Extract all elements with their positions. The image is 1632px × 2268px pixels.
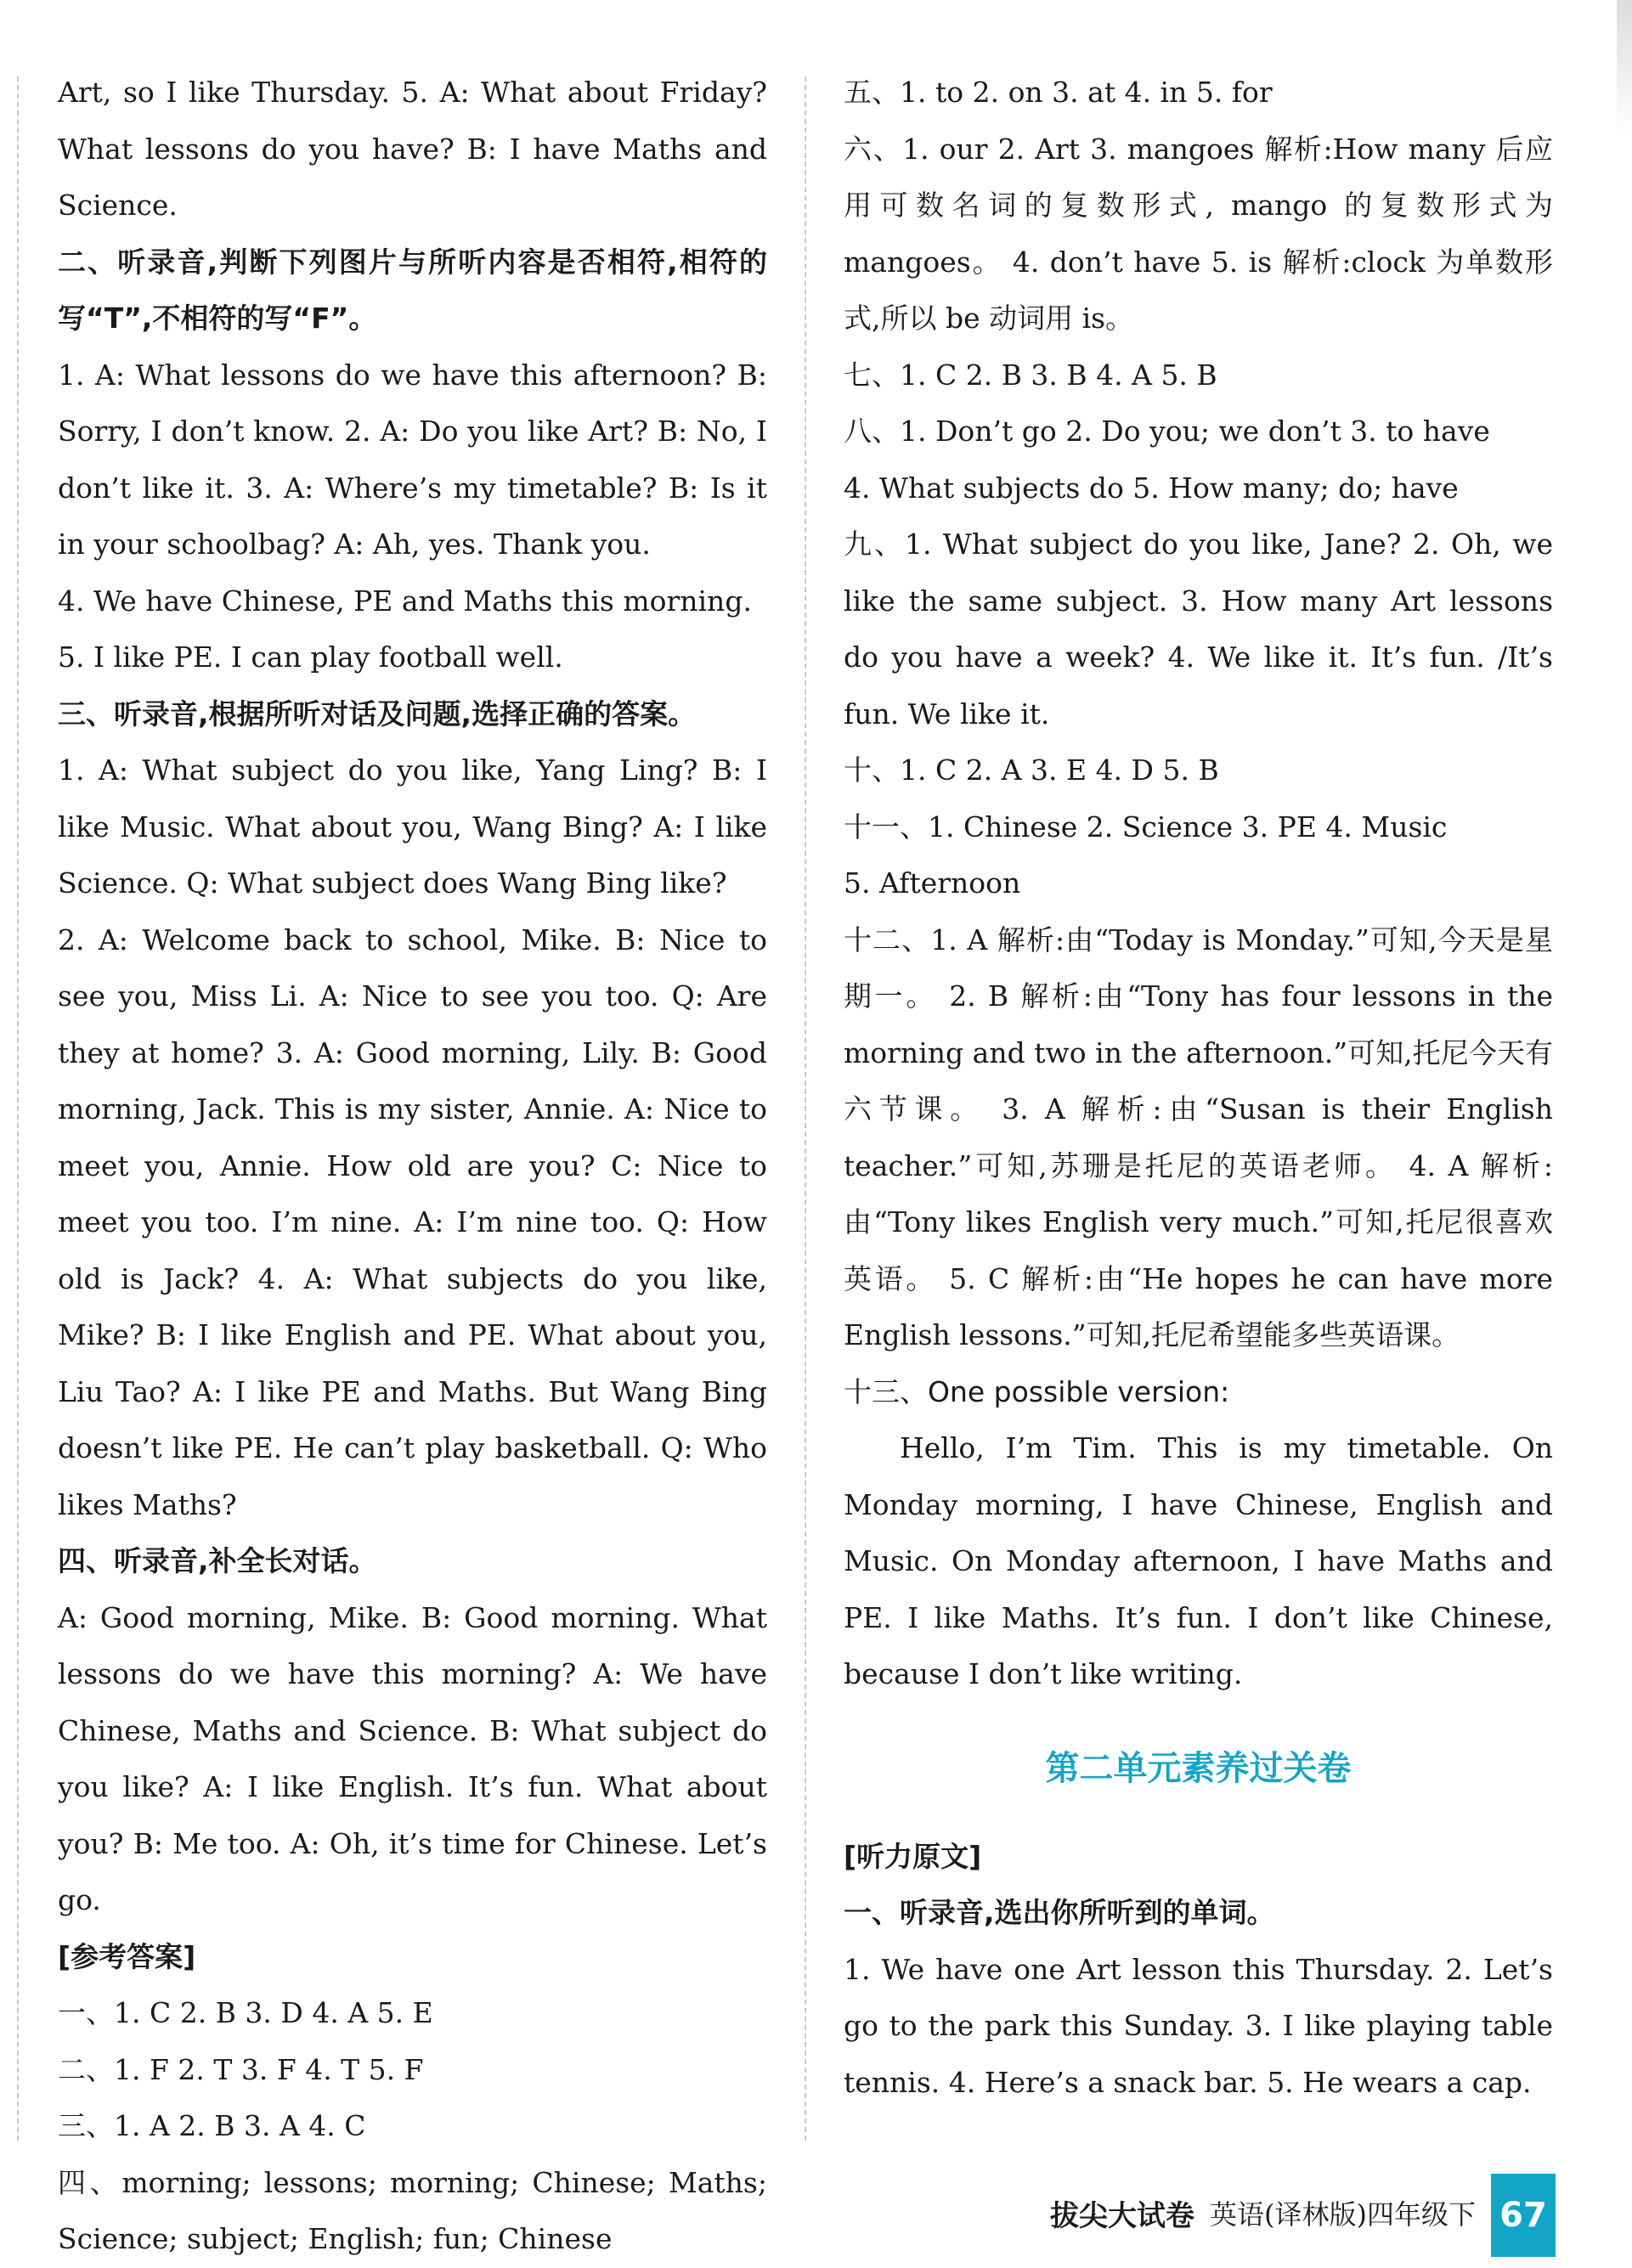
answers-6: 六、1. our 2. Art 3. mangoes 解析:How many 后应用可数名词的复数形式, mango 的复数形式为 mangoes。 4. don’t have 5. is 解析:clock 为单数形式,所以 be 动词用 is。 [844, 132, 1553, 335]
section-heading-3: 三、听录音,根据所听对话及问题,选择正确的答案。 [58, 697, 697, 731]
answers-3: 三、1. A 2. B 3. A 4. C [58, 2109, 366, 2142]
answers-5: 五、1. to 2. on 3. at 4. in 5. for [844, 76, 1273, 109]
page-edge-shadow [1617, 0, 1632, 136]
unit-title: 第二单元素养过关卷 [1045, 1748, 1352, 1788]
section-heading-4: 四、听录音,补全长对话。 [58, 1544, 377, 1577]
left-margin-line [17, 76, 19, 2141]
right-column [844, 65, 1553, 2111]
answers-13-label: 十三、One possible version: [844, 1374, 1230, 1408]
answers-9: 九、1. What subject do you like, Jane? 2. Oh, we like the same subject. 3. How many Art lessons do you have a week? 4. We like it. It’s fun. /It’s fun. We like it. [844, 528, 1553, 731]
para-left-7: 2. A: Welcome back to school, Mike. B: Nice to see you, Miss Li. A: Nice to see you too. Q: Are they at home? 3. A: Good morning, Lily. B: Good morning, Jack. This is my sister, Annie. A: Nice to meet you, Annie. How old are you? C: Nice to meet you too. I’m nine. A: I’m nine too. Q: How old is Jack? 4. A: What subjects do you like, Mike? B: I like English and PE. What about you, Liu Tao? A: I like PE and Maths. But Wang Bing doesn’t like PE. He can’t play basketball. Q: Who likes Maths? [58, 922, 767, 1521]
answers-11b: 5. Afternoon [844, 866, 1021, 900]
para-left-9: A: Good morning, Mike. B: Good morning. What lessons do we have this morning? A: We have Chinese, Maths and Science. B: What subject do you like? A: I like English. It’s fun. What about you? B: Me too. A: Oh, it’s time for Chinese. Let’s go. [58, 1600, 767, 1916]
section-heading-1: 一、听录音,选出你所听到的单词。 [844, 1896, 1275, 1929]
footer [1050, 2169, 1556, 2257]
para-right-15: 1. We have one Art lesson this Thursday. 2. Let’s go to the park this Sunday. 3. I like playing table tennis. 4. Here’s a snack bar. 5. He wears a cap. [844, 1952, 1553, 2099]
answers-1: 一、1. C 2. B 3. D 4. A 5. E [58, 1996, 433, 2029]
answers-7: 七、1. C 2. B 3. B 4. A 5. B [844, 358, 1217, 392]
sample-essay: Hello, I’m Tim. This is my timetable. On Monday morning, I have Chinese, English and Music. On Monday afternoon, I have Maths and PE. I like Maths. It’s fun. I don’t like Chinese, because I don’t like writing. [844, 1431, 1553, 1690]
section-heading-2: 二、听录音,判断下列图片与所听内容是否相符,相符的写“T”,不相符的写“F”。 [58, 245, 767, 335]
para-left-0: Art, so I like Thursday. 5. A: What about Friday? What lessons do you have? B: I have Maths and Science. [58, 76, 767, 222]
answers-8a: 八、1. Don’t go 2. Do you; we don’t 3. to have [844, 415, 1490, 448]
listening-transcript-heading: [听力原文] [844, 1839, 982, 1873]
para-left-2: 1. A: What lessons do we have this afternoon? B: Sorry, I don’t know. 2. A: Do you like Art? B: No, I don’t like it. 3. A: Where’s my timetable? B: Is it in your schoolbag? A: Ah, yes. Thank you. [58, 358, 767, 561]
footer-brand: 拔尖大试卷 [1050, 2198, 1195, 2233]
answers-12: 十二、1. A 解析:由“Today is Monday.”可知,今天是星期一。 2. B 解析:由“Tony has four lessons in the morning and two in the afternoon.”可知,托尼今天有六节课。 3. A 解析:由“Susan is their English teacher.”可知,苏珊是托尼的英语老师。 4. A 解析:由“Tony likes English very much.”可知,托尼很喜欢英语。 5. C 解析:由“He hopes he can have more English lessons.”可知,托尼希望能多些英语课。 [844, 922, 1553, 1351]
footer-subject: 英语(译林版)四年级下 [1210, 2198, 1476, 2231]
answers-2: 二、1. F 2. T 3. F 4. T 5. F [58, 2052, 424, 2086]
para-left-3: 4. We have Chinese, PE and Maths this morning. [58, 584, 752, 618]
answer-key-heading: [参考答案] [58, 1939, 196, 1973]
para-left-4: 5. I like PE. I can play football well. [58, 640, 563, 674]
column-divider [805, 76, 806, 2141]
answers-11a: 十一、1. Chinese 2. Science 3. PE 4. Music [844, 810, 1448, 843]
answers-4: 四、morning; lessons; morning; Chinese; Maths; Science; subject; English; fun; Chinese [58, 2165, 767, 2255]
page-number: 67 [1491, 2174, 1556, 2257]
para-left-6: 1. A: What subject do you like, Yang Ling? B: I like Music. What about you, Wang Bing? A: I like Science. Q: What subject does Wang Bing like? [58, 753, 767, 900]
answers-8b: 4. What subjects do 5. How many; do; have [844, 471, 1459, 505]
answers-10: 十、1. C 2. A 3. E 4. D 5. B [844, 753, 1219, 787]
left-column [58, 65, 767, 2268]
